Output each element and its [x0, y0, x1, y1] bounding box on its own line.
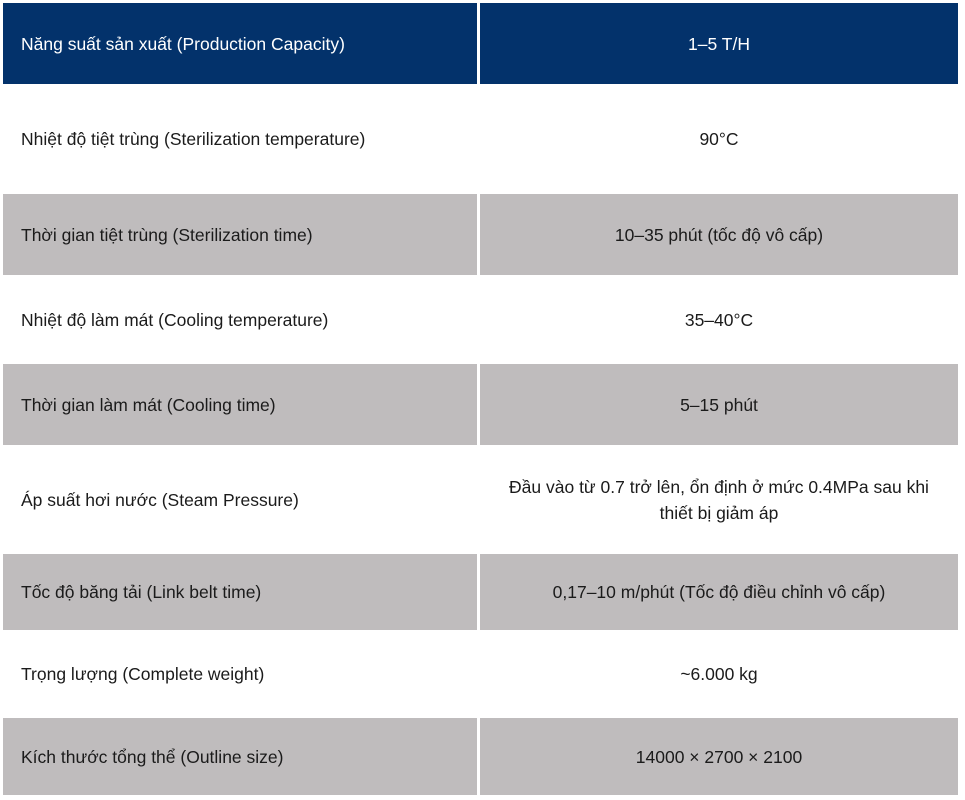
table-row	[3, 554, 958, 630]
spec-label: Năng suất sản xuất (Production Capacity)	[3, 3, 477, 84]
spec-value: 10–35 phút (tốc độ vô cấp)	[477, 194, 958, 275]
spec-value: 35–40°C	[477, 275, 958, 364]
spec-value: 1–5 T/H	[477, 3, 958, 84]
spec-label: Nhiệt độ tiệt trùng (Sterilization temperature)	[3, 84, 477, 194]
specification-table	[3, 3, 958, 795]
spec-value: 14000 × 2700 × 2100	[477, 718, 958, 795]
table-row	[3, 718, 958, 795]
spec-label: Nhiệt độ làm mát (Cooling temperature)	[3, 275, 477, 364]
table-row	[3, 194, 958, 275]
table-row	[3, 445, 958, 554]
table-row-header	[3, 3, 958, 84]
table-row	[3, 275, 958, 364]
table-row	[3, 630, 958, 718]
spec-label: Tốc độ băng tải (Link belt time)	[3, 554, 477, 630]
spec-value: 0,17–10 m/phút (Tốc độ điều chỉnh vô cấp)	[477, 554, 958, 630]
table-row	[3, 364, 958, 445]
spec-value: ~6.000 kg	[477, 630, 958, 718]
table-row	[3, 84, 958, 194]
spec-value: 90°C	[477, 84, 958, 194]
spec-label: Áp suất hơi nước (Steam Pressure)	[3, 445, 477, 554]
spec-value: 5–15 phút	[477, 364, 958, 445]
spec-label: Thời gian làm mát (Cooling time)	[3, 364, 477, 445]
spec-label: Kích thước tổng thể (Outline size)	[3, 718, 477, 795]
spec-value: Đầu vào từ 0.7 trở lên, ổn định ở mức 0.4MPa sau khi thiết bị giảm áp	[477, 445, 958, 554]
spec-label: Thời gian tiệt trùng (Sterilization time)	[3, 194, 477, 275]
spec-label: Trọng lượng (Complete weight)	[3, 630, 477, 718]
